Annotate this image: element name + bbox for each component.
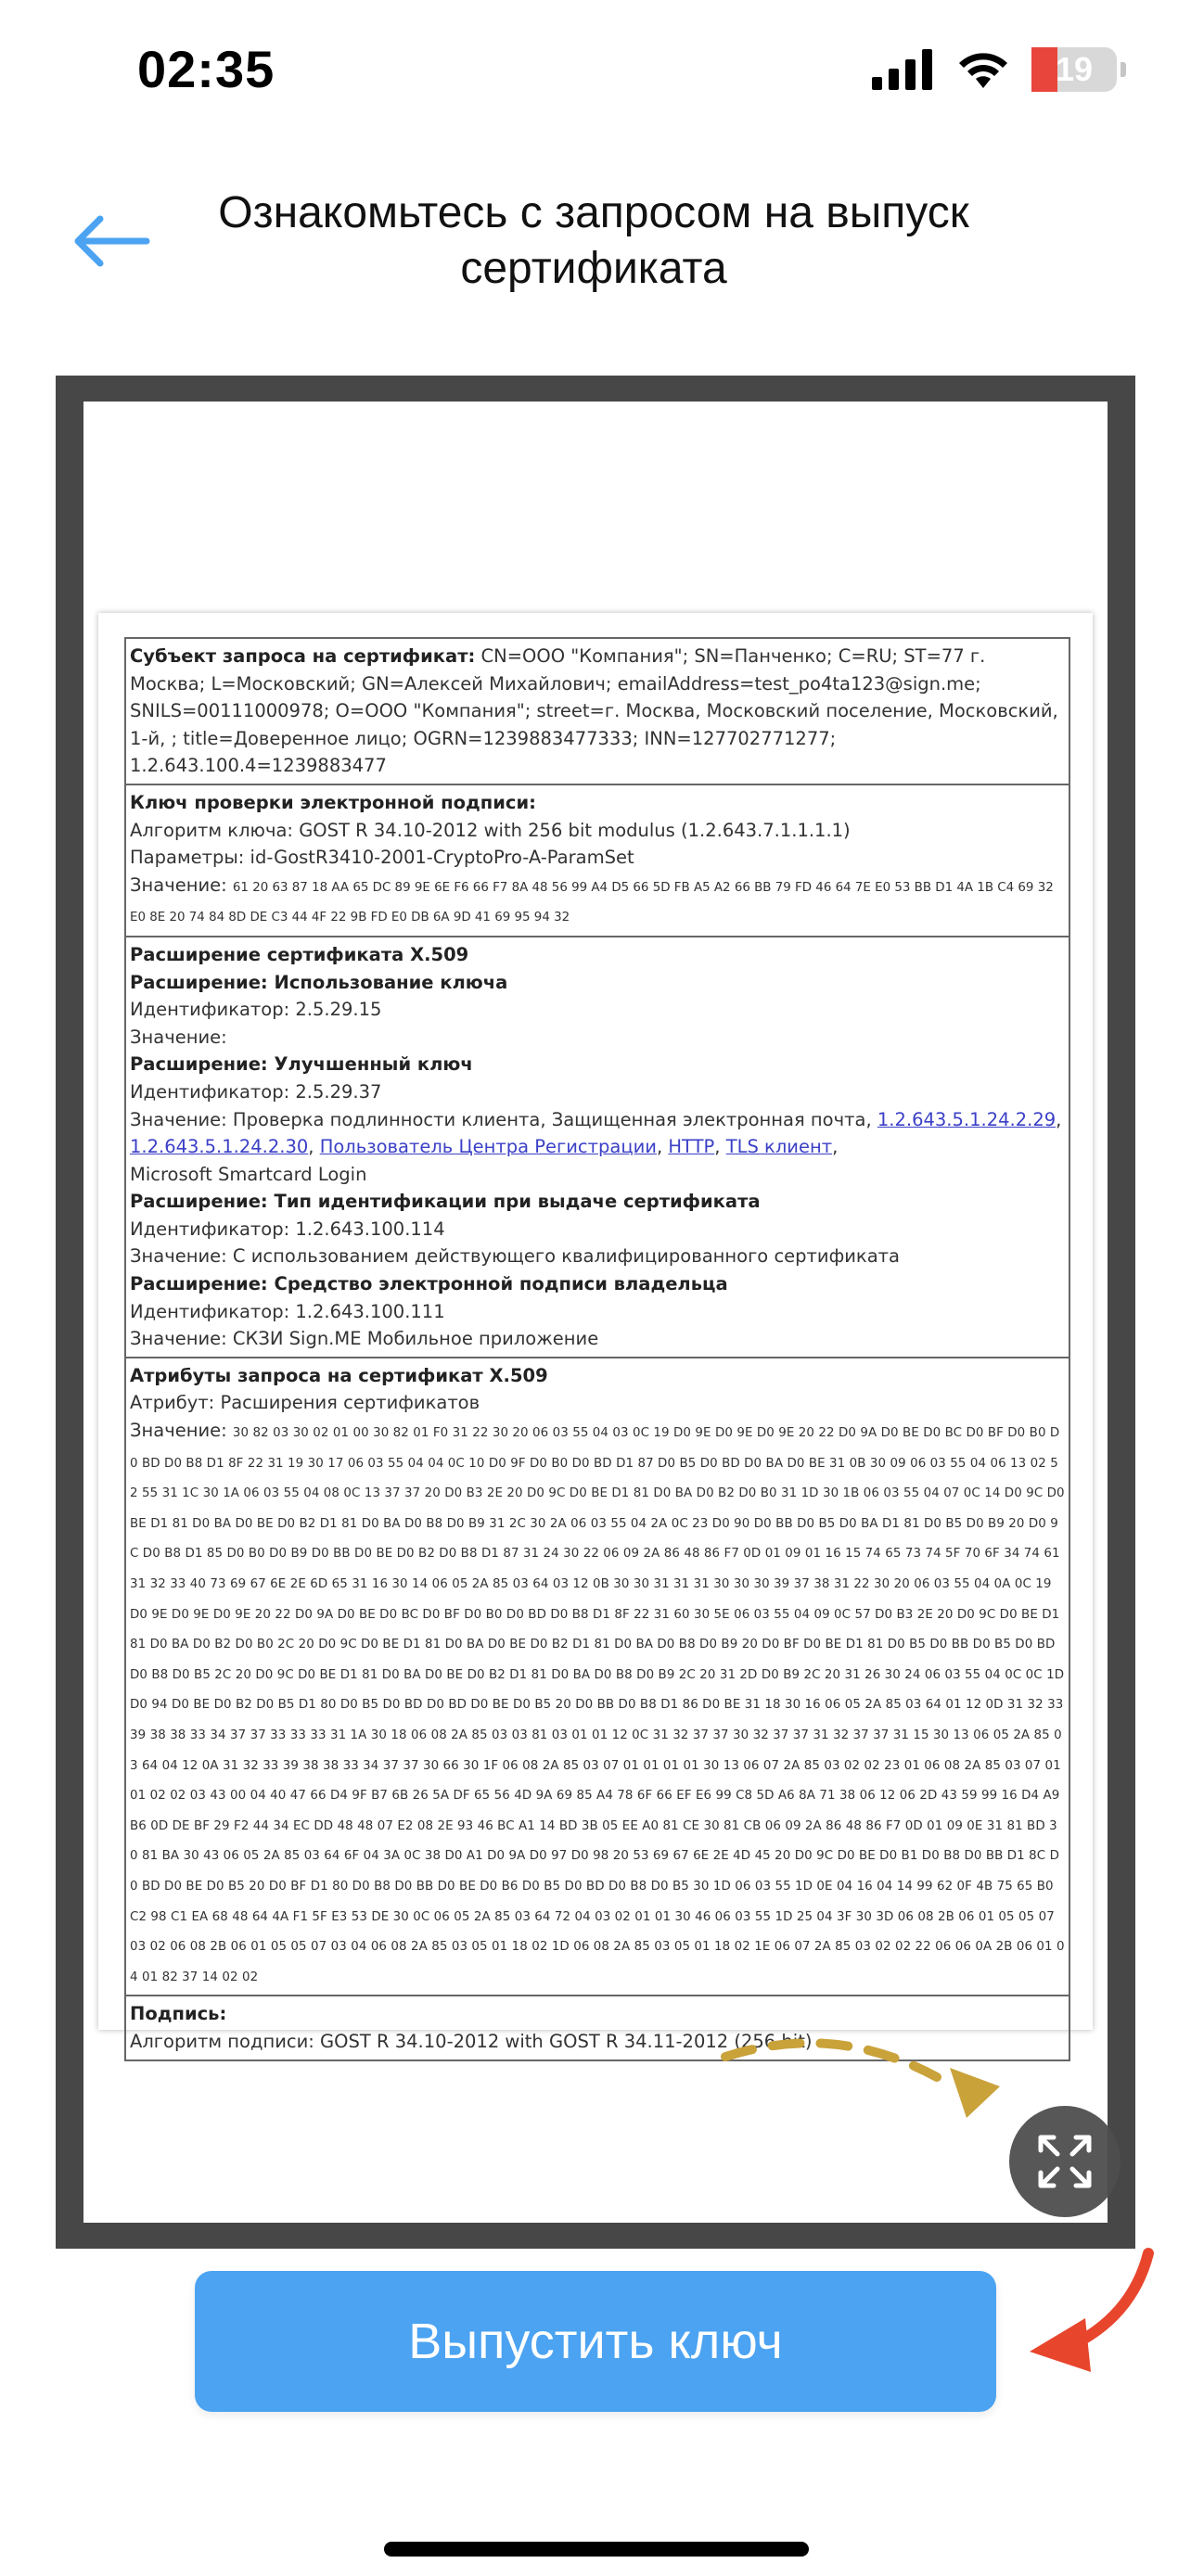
arrow-left-icon	[72, 213, 150, 269]
fullscreen-button[interactable]	[1009, 2106, 1121, 2217]
cellular-signal-icon	[872, 49, 935, 90]
key-value-label: Значение:	[130, 874, 233, 896]
battery-percentage: 19	[1055, 50, 1094, 88]
wifi-icon	[955, 49, 1011, 90]
eku-link-5[interactable]: TLS клиент	[725, 1136, 833, 1158]
home-indicator	[384, 2542, 809, 2557]
ext-ident-type-title: Расширение: Тип идентификации при выдаче сертификата	[130, 1191, 761, 1213]
battery-tip	[1121, 62, 1126, 77]
key-value: 61 20 63 87 18 AA 65 DC 89 9E 6E F6 66 F7 8A 48 56 99 A4 D5 66 5D FB A5 A2 66 BB 79 FD 46 64 7E E0 53 BB D1 4A 1B C4 69 32 E0 8E 20 74 84 8D DE C3 44 4F 22 9B FD E0 DB 6A 9D 41 69 95 94 32	[130, 880, 1054, 925]
extensions-section	[126, 937, 1069, 1358]
ext-enhanced-key-value-prefix: Значение: Проверка подлинности клиента, Защищенная электронная почта,	[130, 1108, 872, 1130]
document-page[interactable]	[83, 402, 1108, 2223]
ext-enhanced-key-id: Идентификатор: 2.5.29.37	[130, 1080, 382, 1103]
eku-link-2[interactable]: 1.2.643.5.1.24.2.30	[130, 1136, 309, 1158]
ext-key-usage-title: Расширение: Использование ключа	[130, 971, 508, 993]
document-viewer[interactable]	[56, 376, 1135, 2249]
certificate-request-document	[98, 613, 1093, 2052]
ext-enhanced-key-value-suffix: Microsoft Smartcard Login	[130, 1163, 367, 1185]
issue-key-button[interactable]: Выпустить ключ	[195, 2271, 996, 2412]
subject-section	[126, 639, 1069, 785]
ext-enhanced-key-title: Расширение: Улучшенный ключ	[130, 1053, 473, 1076]
eku-link-1[interactable]: 1.2.643.5.1.24.2.29	[877, 1108, 1057, 1130]
signature-section	[126, 1996, 1069, 2059]
extensions-heading: Расширение сертификата X.509	[130, 943, 469, 965]
battery-icon	[1031, 47, 1117, 92]
ext-ident-type-id: Идентификатор: 1.2.643.100.114	[130, 1218, 445, 1240]
attributes-section	[126, 1358, 1069, 1996]
status-indicators	[872, 45, 1126, 95]
public-key-heading: Ключ проверки электронной подписи:	[130, 791, 536, 813]
status-time: 02:35	[137, 40, 275, 98]
key-algorithm: Алгоритм ключа: GOST R 34.10-2012 with 256 bit modulus (1.2.643.7.1.1.1.1)	[130, 819, 851, 841]
ext-sign-tool-title: Расширение: Средство электронной подписи владельца	[130, 1273, 728, 1295]
key-params: Параметры: id-GostR3410-2001-CryptoPro-A-ParamSet	[130, 847, 634, 869]
ext-sign-tool-id: Идентификатор: 1.2.643.100.111	[130, 1300, 445, 1322]
ext-sign-tool-value: Значение: СКЗИ Sign.ME Мобильное приложение	[130, 1328, 599, 1350]
public-key-section	[126, 785, 1069, 937]
attribute-value-label: Значение:	[130, 1420, 233, 1442]
signature-heading: Подпись:	[130, 2003, 227, 2025]
subject-heading: Субъект запроса на сертификат:	[130, 645, 476, 667]
ext-key-usage-value: Значение:	[130, 1026, 227, 1048]
eku-link-3[interactable]: Пользователь Центра Регистрации	[319, 1136, 657, 1158]
red-hint-arrowhead	[1030, 2318, 1091, 2372]
subject-text: CN=ООО "Компания"; SN=Панченко; C=RU; ST=77 г. Москва; L=Московский; GN=Алексей Михайлович; emailAddress=test_po4ta123@sign.me; SNILS=00111000978; O=ООО "Компания"; street=г. Москва, Московский поселение, Московский, 1-й, ; title=Доверенное лицо; OGRN=1239883477333; INN=127702771277; 1.2.643.100.4=1239883477	[130, 645, 1058, 777]
ext-enhanced-key-value: Значение: Проверка подлинности клиента, Защищенная электронная почта, 1.2.643.5.1.24.2.29, 1.2.643.5.1.24.2.30, Пользователь Центра Регистрации, HTTP, TLS клиент, Microsoft Smartcard Login	[130, 1108, 1062, 1185]
certificate-request-table	[124, 637, 1070, 2061]
red-hint-arrow	[1067, 2253, 1148, 2348]
signature-algorithm: Алгоритм подписи: GOST R 34.10-2012 with GOST R 34.11-2012 (256 bit)	[130, 2030, 813, 2052]
expand-icon	[1037, 2134, 1093, 2189]
eku-link-4[interactable]: HTTP	[668, 1136, 715, 1158]
page-title: Ознакомьтесь с запросом на выпуск сертификата	[218, 188, 969, 293]
attributes-heading: Атрибуты запроса на сертификат X.509	[130, 1364, 548, 1386]
attribute-name: Атрибут: Расширения сертификатов	[130, 1392, 480, 1414]
ext-key-usage-id: Идентификатор: 2.5.29.15	[130, 999, 382, 1021]
back-button[interactable]	[65, 199, 158, 283]
attribute-hex-value: 30 82 03 30 02 01 00 30 82 01 F0 31 22 30 20 06 03 55 04 03 0C 19 D0 9E D0 9E D0 9E 20 22 D0 9A D0 BE D0 BC D0 BF D0 B0 D0 BD D0 B8 D1 8F 22 31 19 30 17 06 03 55 04 04 0C 10 D0 9F D0 B0 D0 BD D1 87 D0 B5 D0 BD D0 BA D0 BE 31 0B 30 09 06 03 55 04 06 13 02 52 55 31 1C 30 1A 06 03 55 04 08 0C 13 37 37 20 D0 B3 2E 20 D0 9C D0 BE D1 81 D0 BA D0 B2 D0 B0 31 1D 30 1B 06 03 55 04 07 0C 14 D0 9C D0 BE D1 81 D0 BA D0 BE D0 B2 D1 81 D0 BA D0 B8 D0 B9 31 2C 30 2A 06 03 55 04 2A 0C 23 D0 90 D0 BB D0 B5 D0 BA D1 81 D0 B5 D0 B9 20 D0 9C D0 B8 D1 85 D0 B0 D0 B9 D0 BB D0 BE D0 B2 D0 B8 D1 87 31 24 30 22 06 09 2A 86 48 86 F7 0D 01 09 01 16 15 74 65 73 74 5F 70 6F 34 74 61 31 32 33 40 73 69 67 6E 2E 6D 65 31 16 30 14 06 05 2A 85 03 64 03 12 0B 30 30 31 31 31 30 30 30 39 37 38 31 22 30 20 06 03 55 04 0A 0C 19 D0 9E D0 9E D0 9E 20 22 D0 9A D0 BE D0 BC D0 BF D0 B0 D0 BD D0 B8 D1 8F 22 31 60 30 5E 06 03 55 04 09 0C 57 D0 B3 2E 20 D0 9C D0 BE D1 81 D0 BA D0 B2 D0 B0 2C 20 D0 9C D0 BE D1 81 D0 BA D0 BE D0 B2 D1 81 D0 BA D0 B8 D0 B9 20 D0 BF D0 BE D1 81 D0 B5 D0 BB D0 B5 D0 BD D0 B8 D0 B5 2C 20 D0 9C D0 BE D1 81 D0 BA D0 BE D0 B2 D1 81 D0 BA D0 B8 D0 B9 2C 20 31 2D D0 B9 2C 20 31 26 30 24 06 03 55 04 0C 0C 1D D0 94 D0 BE D0 B2 D0 B5 D1 80 D0 B5 D0 BD D0 BD D0 BE D0 B5 20 D0 BB D0 B8 D1 86 D0 BE 31 18 30 16 06 05 2A 85 03 64 01 12 0D 31 32 33 39 38 38 33 34 37 37 33 33 33 31 1A 30 18 06 08 2A 85 03 03 81 03 01 01 12 0C 31 32 37 37 30 32 37 37 31 32 37 37 31 15 30 13 06 05 2A 85 03 64 04 12 0A 31 32 33 39 38 38 33 34 37 37 30 66 30 1F 06 08 2A 85 03 07 01 01 01 01 30 13 06 07 2A 85 03 02 02 23 01 06 08 2A 85 03 07 01 01 02 02 03 43 00 04 40 47 66 D4 9F B7 6B 26 5A DF 65 56 4D 9A 69 85 A4 78 6F 66 EF E6 99 C8 5D A6 8A 71 38 06 12 06 2D 43 59 99 16 D4 A9 B6 0D DE BF 29 F2 44 34 EC DD 48 48 07 E2 08 2E 93 46 BC A1 14 BD 3B 05 EE A0 81 CE 30 81 CB 06 09 2A 86 48 86 F7 0D 01 09 0E 31 81 BD 30 81 BA 30 43 06 05 2A 85 03 64 6F 04 3A 0C 38 D0 A1 D0 9A D0 97 D0 98 20 53 69 67 6E 2E 4D 45 20 D0 9C D0 BE D0 B1 D0 B8 D0 BB D1 8C D0 BD D0 BE D0 B5 20 D0 BF D1 80 D0 B8 D0 BB D0 BE D0 B6 D0 B5 D0 BD D0 B8 D0 B5 30 1D 06 03 55 1D 0E 04 16 04 14 99 62 0F 4B 75 65 B0 C2 98 C1 EA 68 48 64 4A F1 5F E3 53 DE 30 0C 06 05 2A 85 03 64 72 04 03 02 01 01 30 46 06 03 55 1D 25 04 3F 30 3D 06 08 2B 06 01 05 05 07 03 02 06 08 2B 06 01 05 05 07 03 04 06 08 2A 85 03 05 01 18 02 1D 06 08 2A 85 03 05 01 18 02 1E 06 07 2A 85 03 02 02 22 06 06 0A 2B 06 01 04 01 82 37 14 02 02	[130, 1426, 1065, 1984]
ext-ident-type-value: Значение: С использованием действующего квалифицированного сертификата	[130, 1245, 900, 1268]
